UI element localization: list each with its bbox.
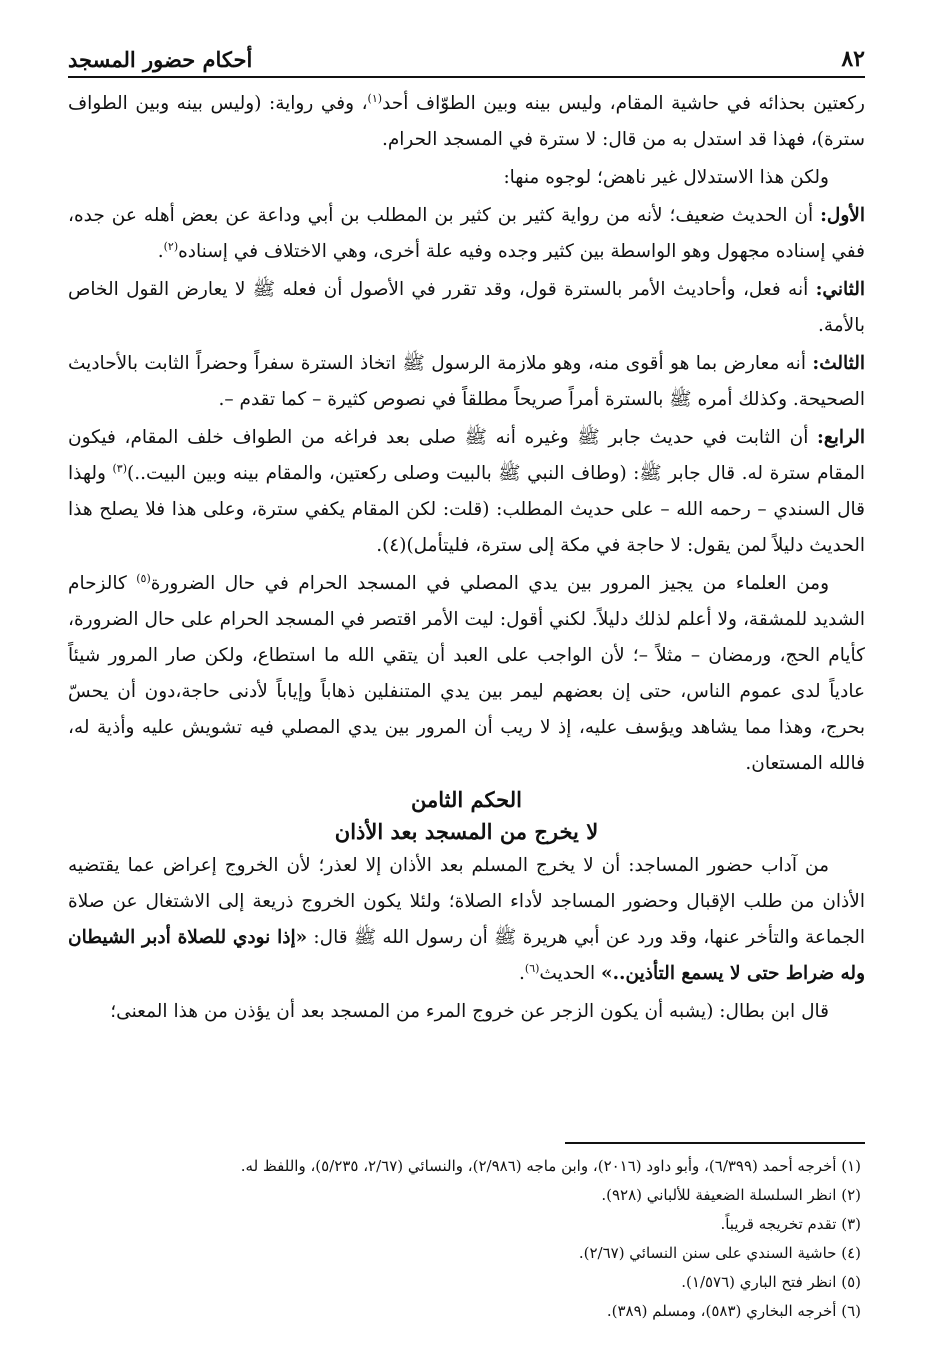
footnote-ref[interactable]: (٥) bbox=[136, 571, 151, 585]
point-label: الثاني: bbox=[815, 279, 865, 300]
section-subheading: لا يخرج من المسجد بعد الأذان bbox=[334, 819, 599, 844]
paragraph: قال ابن بطال: (يشبه أن يكون الزجر عن خروج المرء من المسجد بعد أن يؤذن من هذا المعنى؛ bbox=[110, 1001, 829, 1022]
point-label: الأول: bbox=[820, 205, 865, 226]
footnote-ref[interactable]: (١) bbox=[367, 91, 383, 105]
paragraph: ركعتين بحذائه في حاشية المقام، وليس بينه وبين الطوّاف أحد$^{(١)}$، وفي رواية: (وليس بينه وبين الطواف سترة)، فهذا قد استدل به من قال: لا سترة في المسجد الحرام. bbox=[68, 91, 865, 150]
section-heading: الحكم الثامن bbox=[411, 787, 522, 812]
paragraph: الثالث: أنه معارض بما هو أقوى منه، وهو ملازمة الرسول ﷺ اتخاذ السترة سفراً وحضراً الثابت بالأحاديث الصحيحة. وكذلك أمره ﷺ بالسترة أمراً صريحاً مطلقاً في نصوص كثيرة – كما تقدم –. bbox=[68, 353, 865, 410]
footnote: (٥) انظر فتح الباري (١/٥٧٦). bbox=[681, 1273, 861, 1291]
footnote-ref[interactable]: (٣) bbox=[112, 461, 127, 475]
paragraph: من آداب حضور المساجد: أن لا يخرج المسلم بعد الأذان إلا لعذر؛ لأن الخروج إعراض عما يقتضيه الأذان من طلب الإقبال وحضور المساجد لأداء الصلاة؛ ولئلا يكون الخروج ذريعة إلى الاشتغال عن صلاة الجماعة والتأخر عنها، وقد ورد عن أبي هريرة ﷺ أن رسول الله ﷺ قال: «إذا نودي للصلاة أدبر الشيطان وله ضراط حتى لا يسمع التأذين..» الحديث$^{(٦)}$. bbox=[68, 855, 865, 984]
page-header bbox=[68, 38, 865, 78]
footnote: (٦) أخرجه البخاري (٥٨٣)، ومسلم (٣٨٩). bbox=[606, 1302, 861, 1320]
footnote: (٢) انظر السلسلة الضعيفة للألباني (٩٢٨). bbox=[601, 1186, 861, 1204]
footnote: (٣) تقدم تخريجه قريباً. bbox=[720, 1215, 861, 1233]
page-number: ٨٢ bbox=[841, 46, 865, 72]
hadith-quote: «إذا نودي للصلاة أدبر الشيطان وله ضراط حتى لا يسمع التأذين..» bbox=[68, 927, 865, 984]
paragraph: الثاني: أنه فعل، وأحاديث الأمر بالسترة قول، وقد تقرر في الأصول أن فعله ﷺ لا يعارض القول الخاص بالأمة. bbox=[68, 279, 865, 336]
paragraph: الرابع: أن الثابت في حديث جابر ﷺ وغيره أنه ﷺ صلى بعد فراغه من الطواف خلف المقام، فيكون المقام سترة له. قال جابر ﷺ: (وطاف النبي ﷺ بالبيت وصلى ركعتين، والمقام بينه وبين البيت..)$^{(٣)}$ ولهذا قال السندي – رحمه الله – على حديث المطلب: (قلت: لكن المقام يكفي سترة، وعلى هذا فلا يصلح هذا الحديث دليلاً لمن يقول: لا حاجة في مكة إلى سترة، فليتأمل)(٤). bbox=[68, 427, 865, 556]
footnote: (٤) حاشية السندي على سنن النسائي (٢/٦٧). bbox=[578, 1244, 861, 1262]
paragraph: ولكن هذا الاستدلال غير ناهض؛ لوجوه منها: bbox=[503, 167, 829, 188]
footnotes bbox=[68, 1152, 865, 1326]
paragraph: ومن العلماء من يجيز المرور بين يدي المصلي في المسجد الحرام في حال الضرورة$^{(٥)}$ كالزحام الشديد للمشقة، ولا أعلم لذلك دليلاً. لكني أقول: ليت الأمر اقتصر في المسجد الحرام على حال الضرورة، كأيام الحج، ورمضان – مثلاً –؛ لأن الواجب على العبد أن يتقي الله ما استطاع، ولكن صار المرور شيئاً عادياً لدى عموم الناس، حتى إن بعضهم ليمر بين يدي المتنفلين ذهاباً وإياباً لأدنى حاجة،دون أن يحسّ بحرج، وهذا مما يشاهد ويؤسف عليه، إذ لا ريب أن المرور بين يدي المصلي فيه تشويش عليه وأذية له، فالله المستعان. bbox=[68, 571, 865, 774]
footnote-separator bbox=[565, 1142, 865, 1144]
footnote: (١) أخرجه أحمد (٦/٣٩٩)، وأبو داود (٢٠١٦)، وابن ماجه (٢/٩٨٦)، والنسائي (٢/٦٧، ٥/٢٣٥)، واللفظ له. bbox=[240, 1157, 861, 1175]
paragraph: الأول: أن الحديث ضعيف؛ لأنه من رواية كثير بن كثير بن المطلب بن أبي وداعة عن بعض أهله عن جده، ففي إسناده مجهول وهو الواسطة بين كثير وجده وفيه علة أخرى، وهي الاختلاف في إسناده$^{(٢)}$. bbox=[68, 205, 865, 262]
main-text bbox=[68, 86, 865, 1032]
point-label: الرابع: bbox=[817, 427, 865, 448]
footnote-ref[interactable]: (٢) bbox=[163, 239, 179, 253]
running-title: أحكام حضور المسجد bbox=[68, 47, 253, 72]
footnote-ref[interactable]: (٦) bbox=[524, 961, 540, 975]
point-label: الثالث: bbox=[812, 353, 865, 374]
